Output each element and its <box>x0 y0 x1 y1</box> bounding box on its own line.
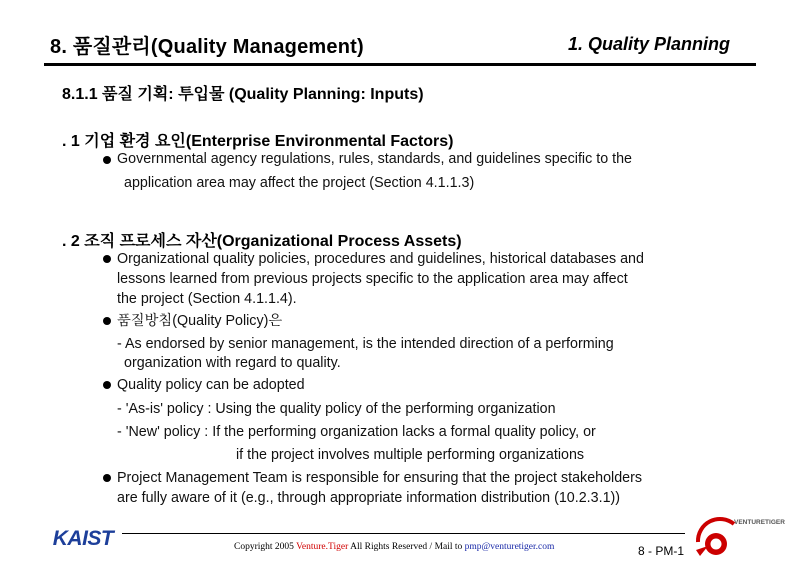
section-heading-enterprise: . 1 기업 환경 요인(Enterprise Environmental Factors) <box>62 133 454 150</box>
bullet-icon <box>103 255 111 263</box>
venturetiger-logo <box>690 512 800 567</box>
text-line: Governmental agency regulations, rules, standards, and guidelines specific to the <box>117 151 632 167</box>
kaist-logo-text: KAIST <box>52 527 114 549</box>
page-number: 8 - PM-1 <box>638 544 685 558</box>
text-line: if the project involves multiple performing organizations <box>236 447 585 463</box>
text-line: Project Management Team is responsible for ensuring that the project stakeholders <box>117 470 643 486</box>
text-line: - 'As-is' policy : Using the quality policy of the performing organization <box>117 401 556 417</box>
bullet-icon <box>103 381 111 389</box>
bullet-icon <box>103 317 111 325</box>
section-heading-organizational: . 2 조직 프로세스 자산(Organizational Process Assets) <box>62 233 462 250</box>
section-label: 1. Quality Planning <box>568 34 731 54</box>
bullet-icon <box>103 474 111 482</box>
text-line: the project (Section 4.1.1.4). <box>117 291 297 307</box>
text-line: organization with regard to quality. <box>124 355 341 371</box>
copyright-middle: All Rights Reserved / Mail to <box>348 542 465 552</box>
text-line: - 'New' policy : If the performing organization lacks a formal quality policy, or <box>117 424 596 440</box>
text-line: application area may affect the project (Section 4.1.1.3) <box>124 175 475 191</box>
copyright-prefix: Copyright 2005 <box>234 542 297 552</box>
copyright-brand: Venture.Tiger <box>296 542 349 552</box>
subsection-title: 8.1.1 품질 기획: 투입물 (Quality Planning: Inputs) <box>62 86 424 103</box>
venturetiger-logo-text: VENTURETIGER <box>734 519 785 526</box>
bullet-icon <box>103 156 111 164</box>
copyright-notice <box>234 542 554 552</box>
text-line: lessons learned from previous projects specific to the application area may affect <box>117 271 628 287</box>
text-line: 품질방침(Quality Policy)은 <box>117 313 283 329</box>
footer-divider <box>122 533 685 534</box>
text-line: - As endorsed by senior management, is the intended direction of a performing <box>117 336 614 352</box>
copyright-email-link[interactable]: pmp@venturetiger.com <box>464 542 555 552</box>
text-line: are fully aware of it (e.g., through appropriate information distribution (10.2.3.1)) <box>117 490 621 506</box>
page-title: 8. 품질관리(Quality Management) <box>50 36 364 58</box>
text-line: Organizational quality policies, procedures and guidelines, historical databases and <box>117 251 644 267</box>
text-line: Quality policy can be adopted <box>117 377 305 393</box>
kaist-logo <box>50 527 116 554</box>
header-divider <box>44 63 756 66</box>
